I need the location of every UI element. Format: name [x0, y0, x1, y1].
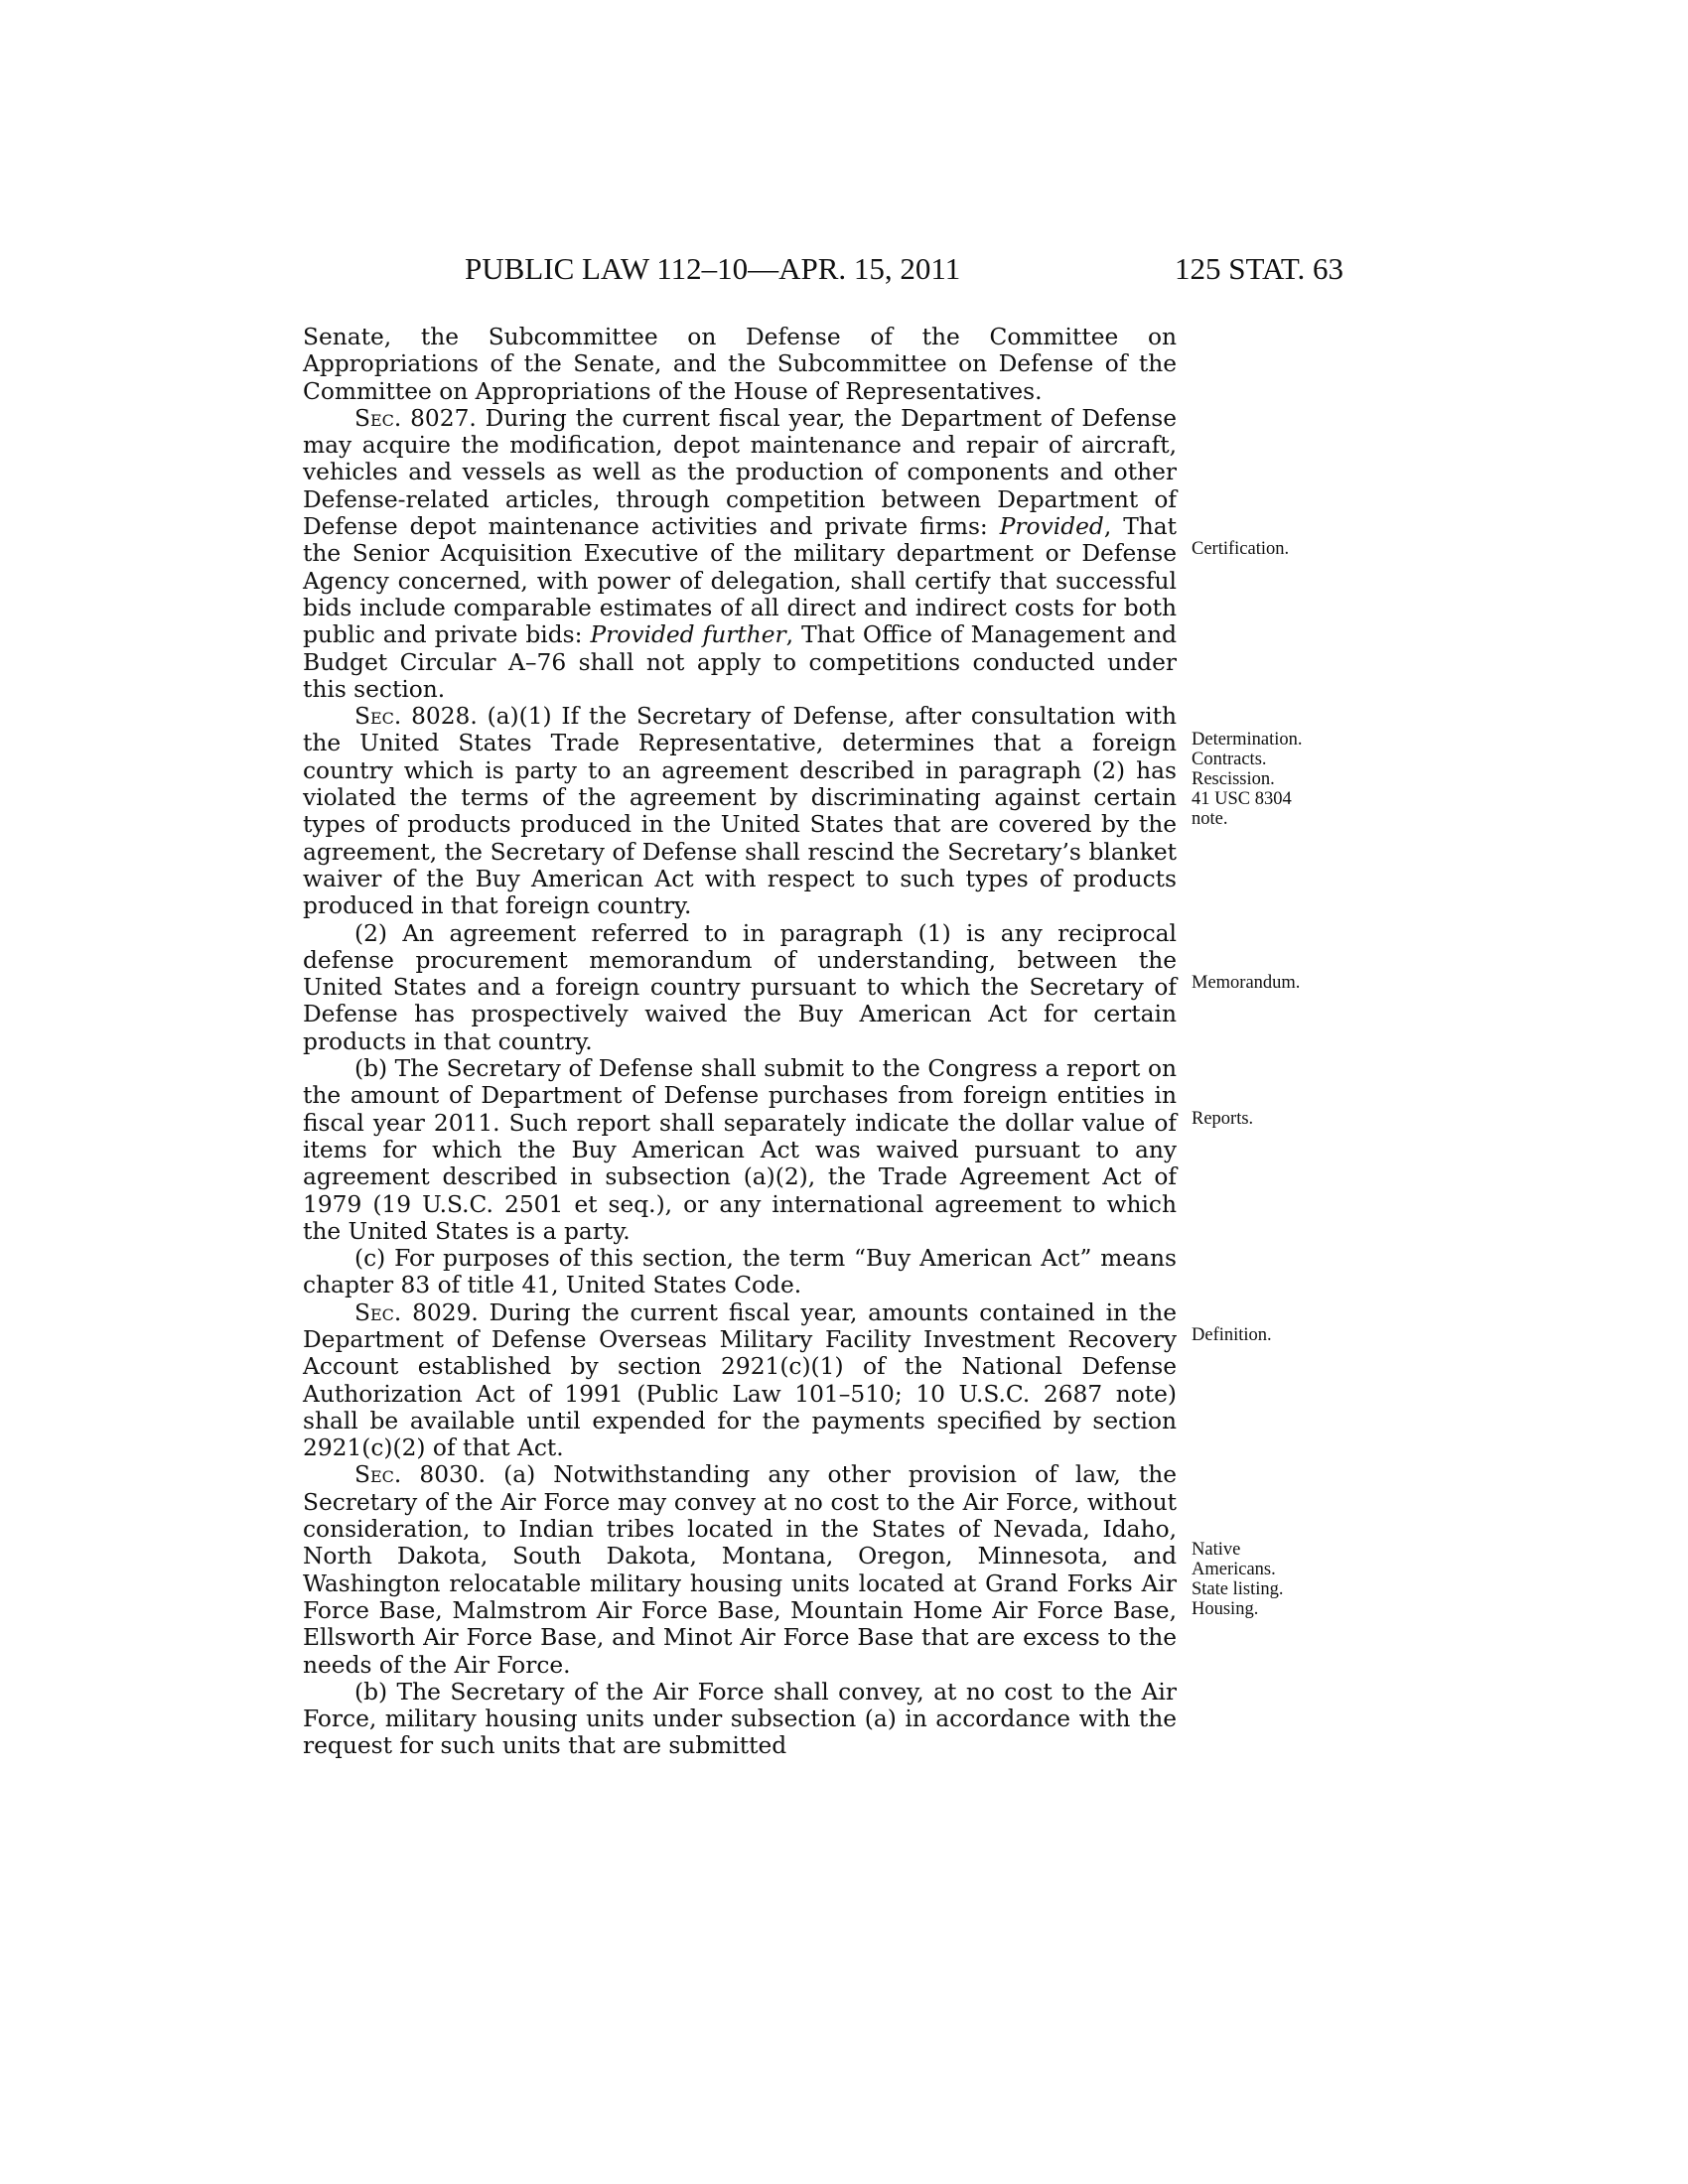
section-8028-a1: [303, 703, 1177, 919]
paragraph-text: (c) For purposes of this section, the term “Buy American Act” means chapter 83 of title 41, United States Code.: [303, 1245, 1177, 1299]
section-8030-b: [303, 1679, 1177, 1760]
section-label: Sec.: [354, 703, 402, 731]
margin-note-definition: [1192, 1325, 1380, 1345]
proviso-emphasis: Provided further: [590, 621, 786, 649]
body-text: [303, 324, 1177, 1760]
paragraph-text: Senate, the Subcommittee on Defense of the Committee on Appropriations of the Senate, and the Subcommittee on Defense of the Committee on Appropriations of the House of Representatives.: [303, 324, 1177, 405]
margin-note-line: Definition.: [1192, 1325, 1272, 1345]
margin-note-line: Housing.: [1192, 1599, 1259, 1619]
section-8027: [303, 405, 1177, 703]
margin-note-line: 41 USC 8304: [1192, 789, 1292, 809]
paragraph-text: (b) The Secretary of the Air Force shall convey, at no cost to the Air Force, military housing units under subsection (a) in accordance with the request for such units that are submitted: [303, 1678, 1177, 1760]
paragraph-text: 8027. During the current fiscal year, the Department of Defense may acquire the modification, depot maintenance and repair of aircraft, vehicles and vessels as well as the production of components and other Defense-related articles, through competition between Department of Defense depot maintenance activities and private firms:: [303, 404, 1177, 541]
paragraph-text: (2) An agreement referred to in paragraph (1) is any reciprocal defense procurement memorandum of understanding, between the United States and a foreign country pursuant to which the Secretary of Defense has prospectively waived the Buy American Act for certain products in that country.: [303, 919, 1177, 1055]
margin-note-line: State listing.: [1192, 1579, 1284, 1599]
margin-note-line: Determination.: [1192, 730, 1303, 750]
paragraph-text: (b) The Secretary of Defense shall submit to the Congress a report on the amount of Department of Defense purchases from foreign entities in fiscal year 2011. Such report shall separately indicate the dollar value of items for which the Buy American Act was waived pursuant to any agreement described in subsection (a)(2), the Trade Agreement Act of 1979 (19 U.S.C. 2501 et seq.), or any international agreement to which the United States is a party.: [303, 1055, 1177, 1245]
margin-note-line: Memorandum.: [1192, 973, 1301, 993]
margin-note-reports: [1192, 1109, 1380, 1129]
section-8029: [303, 1299, 1177, 1462]
section-label: Sec.: [354, 1298, 402, 1326]
margin-note-line: Reports.: [1192, 1109, 1254, 1129]
section-8028-c: [303, 1245, 1177, 1299]
section-label: Sec.: [354, 1461, 402, 1489]
margin-note-line: Certification.: [1192, 539, 1290, 559]
paragraph-text: 8029. During the current fiscal year, amounts contained in the Department of Defense Overseas Military Facility Investment Recovery Account established by section 2921(c)(1) of the National Defense Authorization Act of 1991 (Public Law 101–510; 10 U.S.C. 2687 note) shall be available until expended for the payments specified by section 2921(c)(2) of that Act.: [303, 1298, 1177, 1462]
paragraph-text: , That the Senior Acquisition Executive of the military department or Defense Agency concerned, with power of delegation, shall certify that successful bids include comparable estimates of all direct and indirect costs for both public and private bids:: [303, 513, 1177, 649]
margin-note-line: note.: [1192, 809, 1228, 829]
paragraph-text: , That Office of Management and Budget Circular A–76 shall not apply to competitions conducted under this section.: [303, 621, 1177, 703]
section-8030-a: [303, 1461, 1177, 1678]
margin-note-determination: [1192, 730, 1380, 829]
section-8028-a2: [303, 920, 1177, 1055]
margin-note-memorandum: [1192, 973, 1380, 993]
proviso-emphasis: Provided: [999, 513, 1104, 541]
paragraph-text: 8028. (a)(1) If the Secretary of Defense, after consultation with the United States Trade Representative, determines that a foreign country which is party to an agreement described in paragraph (2) has violated the terms of the agreement by discriminating against certain types of products produced in the United States that are covered by the agreement, the Secretary of Defense shall rescind the Secretary’s blanket waiver of the Buy American Act with respect to such types of products produced in that foreign country.: [303, 703, 1177, 920]
margin-note-native-americans: [1192, 1540, 1380, 1619]
margin-note-line: Americans.: [1192, 1560, 1276, 1579]
section-label: Sec.: [354, 404, 402, 432]
margin-note-line: Native: [1192, 1540, 1241, 1560]
margin-note-line: Contracts.: [1192, 750, 1267, 769]
header-title: PUBLIC LAW 112–10—APR. 15, 2011: [465, 251, 961, 286]
header-page-number: 125 STAT. 63: [1175, 251, 1344, 286]
section-8028-b: [303, 1055, 1177, 1245]
margin-note-certification: [1192, 539, 1380, 559]
paragraph-continuation: [303, 324, 1177, 405]
running-head: [0, 251, 1688, 291]
paragraph-text: 8030. (a) Notwithstanding any other provision of law, the Secretary of the Air Force may convey at no cost to the Air Force, without consideration, to Indian tribes located in the States of Nevada, Idaho, North Dakota, South Dakota, Montana, Oregon, Minnesota, and Washington relocatable military housing units located at Grand Forks Air Force Base, Malmstrom Air Force Base, Mountain Home Air Force Base, Ellsworth Air Force Base, and Minot Air Force Base that are excess to the needs of the Air Force.: [303, 1461, 1177, 1679]
margin-note-line: Rescission.: [1192, 769, 1275, 789]
